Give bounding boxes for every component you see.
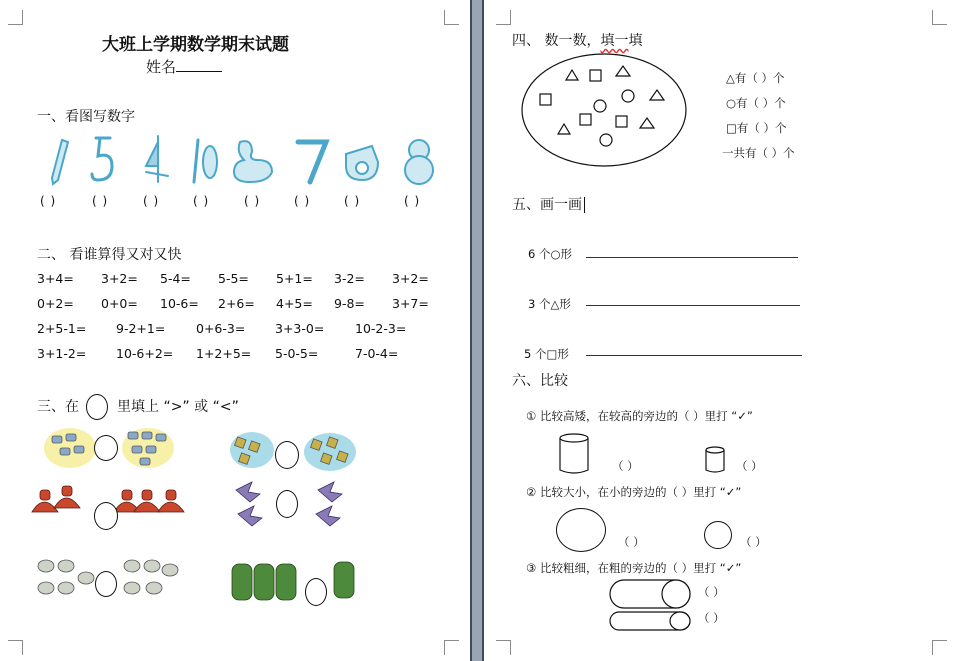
section-6-heading: 六、比较 <box>512 373 568 389</box>
name-label: 姓名 <box>146 58 177 76</box>
equation: 1+2+5= <box>196 346 252 361</box>
equation: 3+4= <box>37 271 74 286</box>
question-2: ② 比较大小，在小的旁边的（ ）里打 “✓” <box>526 485 742 499</box>
crop-mark <box>444 640 459 655</box>
triangle-count[interactable]: △有（ ）个 <box>726 71 785 85</box>
draw-item-label: 5 个□形 <box>524 347 569 361</box>
crop-mark <box>932 10 947 25</box>
answer-paren[interactable]: （ ） <box>618 535 645 549</box>
equation: 5-0-5= <box>275 346 319 361</box>
answer-paren[interactable]: ( ) <box>294 194 311 208</box>
equation: 7-0-4= <box>355 346 399 361</box>
equation: 0+0= <box>101 296 138 311</box>
equation: 10-2-3= <box>355 321 407 336</box>
answer-paren[interactable]: ( ) <box>143 194 160 208</box>
compare-circle[interactable] <box>275 441 299 469</box>
answer-paren[interactable]: （ ） <box>736 459 763 473</box>
equation: 9-8= <box>334 296 365 311</box>
equation: 10-6+2= <box>116 346 174 361</box>
crop-mark <box>496 640 511 655</box>
circle-count[interactable]: ○有（ ）个 <box>726 96 786 110</box>
answer-paren[interactable]: ( ) <box>40 194 57 208</box>
equation: 4+5= <box>276 296 313 311</box>
text-cursor <box>584 197 585 213</box>
crop-mark <box>444 10 459 25</box>
total-count[interactable]: 一共有（ ）个 <box>722 146 795 160</box>
section-3-heading-pre: 三、在 <box>37 399 79 415</box>
square-count[interactable]: □有（ ）个 <box>726 121 787 135</box>
equation: 5+1= <box>276 271 313 286</box>
draw-line[interactable] <box>586 305 800 306</box>
compare-circle[interactable] <box>276 490 298 518</box>
crop-mark <box>8 10 23 25</box>
compare-pictures <box>0 420 470 640</box>
equation: 2+6= <box>218 296 255 311</box>
equation: 3+7= <box>392 296 429 311</box>
page-right <box>484 0 956 661</box>
number-pictures <box>0 132 470 192</box>
section-3-heading-post: 里填上 “>” 或 “<” <box>117 399 239 415</box>
equation: 3+2= <box>392 271 429 286</box>
compare-circle[interactable] <box>305 578 327 606</box>
equation: 0+6-3= <box>196 321 246 336</box>
crop-mark <box>8 640 23 655</box>
page-left <box>0 0 470 661</box>
equation: 0+2= <box>37 296 74 311</box>
cylinders <box>554 432 814 472</box>
answer-paren[interactable]: （ ） <box>740 535 767 549</box>
spellcheck-underline: 填一 <box>600 33 629 49</box>
section-2-heading: 二、 看谁算得又对又快 <box>37 247 182 263</box>
draw-item-label: 6 个○形 <box>528 247 573 261</box>
answer-paren[interactable]: （ ） <box>612 459 639 473</box>
section-1-heading: 一、看图写数字 <box>37 109 135 125</box>
crop-mark <box>932 640 947 655</box>
equation: 3+1-2= <box>37 346 87 361</box>
answer-paren[interactable]: ( ) <box>404 194 421 208</box>
name-blank[interactable] <box>176 57 222 72</box>
question-3: ③ 比较粗细，在粗的旁边的（ ）里打 “✓” <box>526 561 742 575</box>
circle-example-icon <box>86 394 108 420</box>
equation: 3+2= <box>101 271 138 286</box>
shape-oval <box>520 52 700 172</box>
section-4-heading <box>512 30 642 50</box>
compare-circle[interactable] <box>94 502 118 530</box>
name-field[interactable] <box>146 56 222 77</box>
equation: 3+3-0= <box>275 321 325 336</box>
small-circle-icon <box>704 521 732 549</box>
draw-item-label: 3 个△形 <box>528 297 571 311</box>
section-4-heading-post: 填 <box>628 33 643 49</box>
equation: 3-2= <box>334 271 365 286</box>
big-circle-icon <box>556 508 606 552</box>
compare-circle[interactable] <box>94 435 118 461</box>
equation: 10-6= <box>160 296 199 311</box>
answer-paren[interactable]: ( ) <box>344 194 361 208</box>
equation: 5-4= <box>160 271 191 286</box>
compare-circle[interactable] <box>95 571 117 597</box>
section-4-heading-pre: 四、 数一数， <box>512 33 601 49</box>
page-title: 大班上学期数学期末试题 <box>102 35 289 55</box>
equation: 5-5= <box>218 271 249 286</box>
answer-paren[interactable]: ( ) <box>193 194 210 208</box>
draw-line[interactable] <box>586 257 798 258</box>
draw-line[interactable] <box>586 355 802 356</box>
section-5-heading: 五、画一画 <box>512 194 585 214</box>
crop-mark <box>496 10 511 25</box>
equation: 9-2+1= <box>116 321 166 336</box>
answer-paren[interactable]: ( ) <box>244 194 261 208</box>
page-gutter <box>470 0 484 661</box>
answer-paren[interactable]: （ ） <box>698 585 725 599</box>
equation: 2+5-1= <box>37 321 87 336</box>
question-1: ① 比较高矮，在较高的旁边的（ ）里打 “✓” <box>526 409 753 423</box>
answer-paren[interactable]: ( ) <box>92 194 109 208</box>
answer-paren[interactable]: （ ） <box>698 611 725 625</box>
